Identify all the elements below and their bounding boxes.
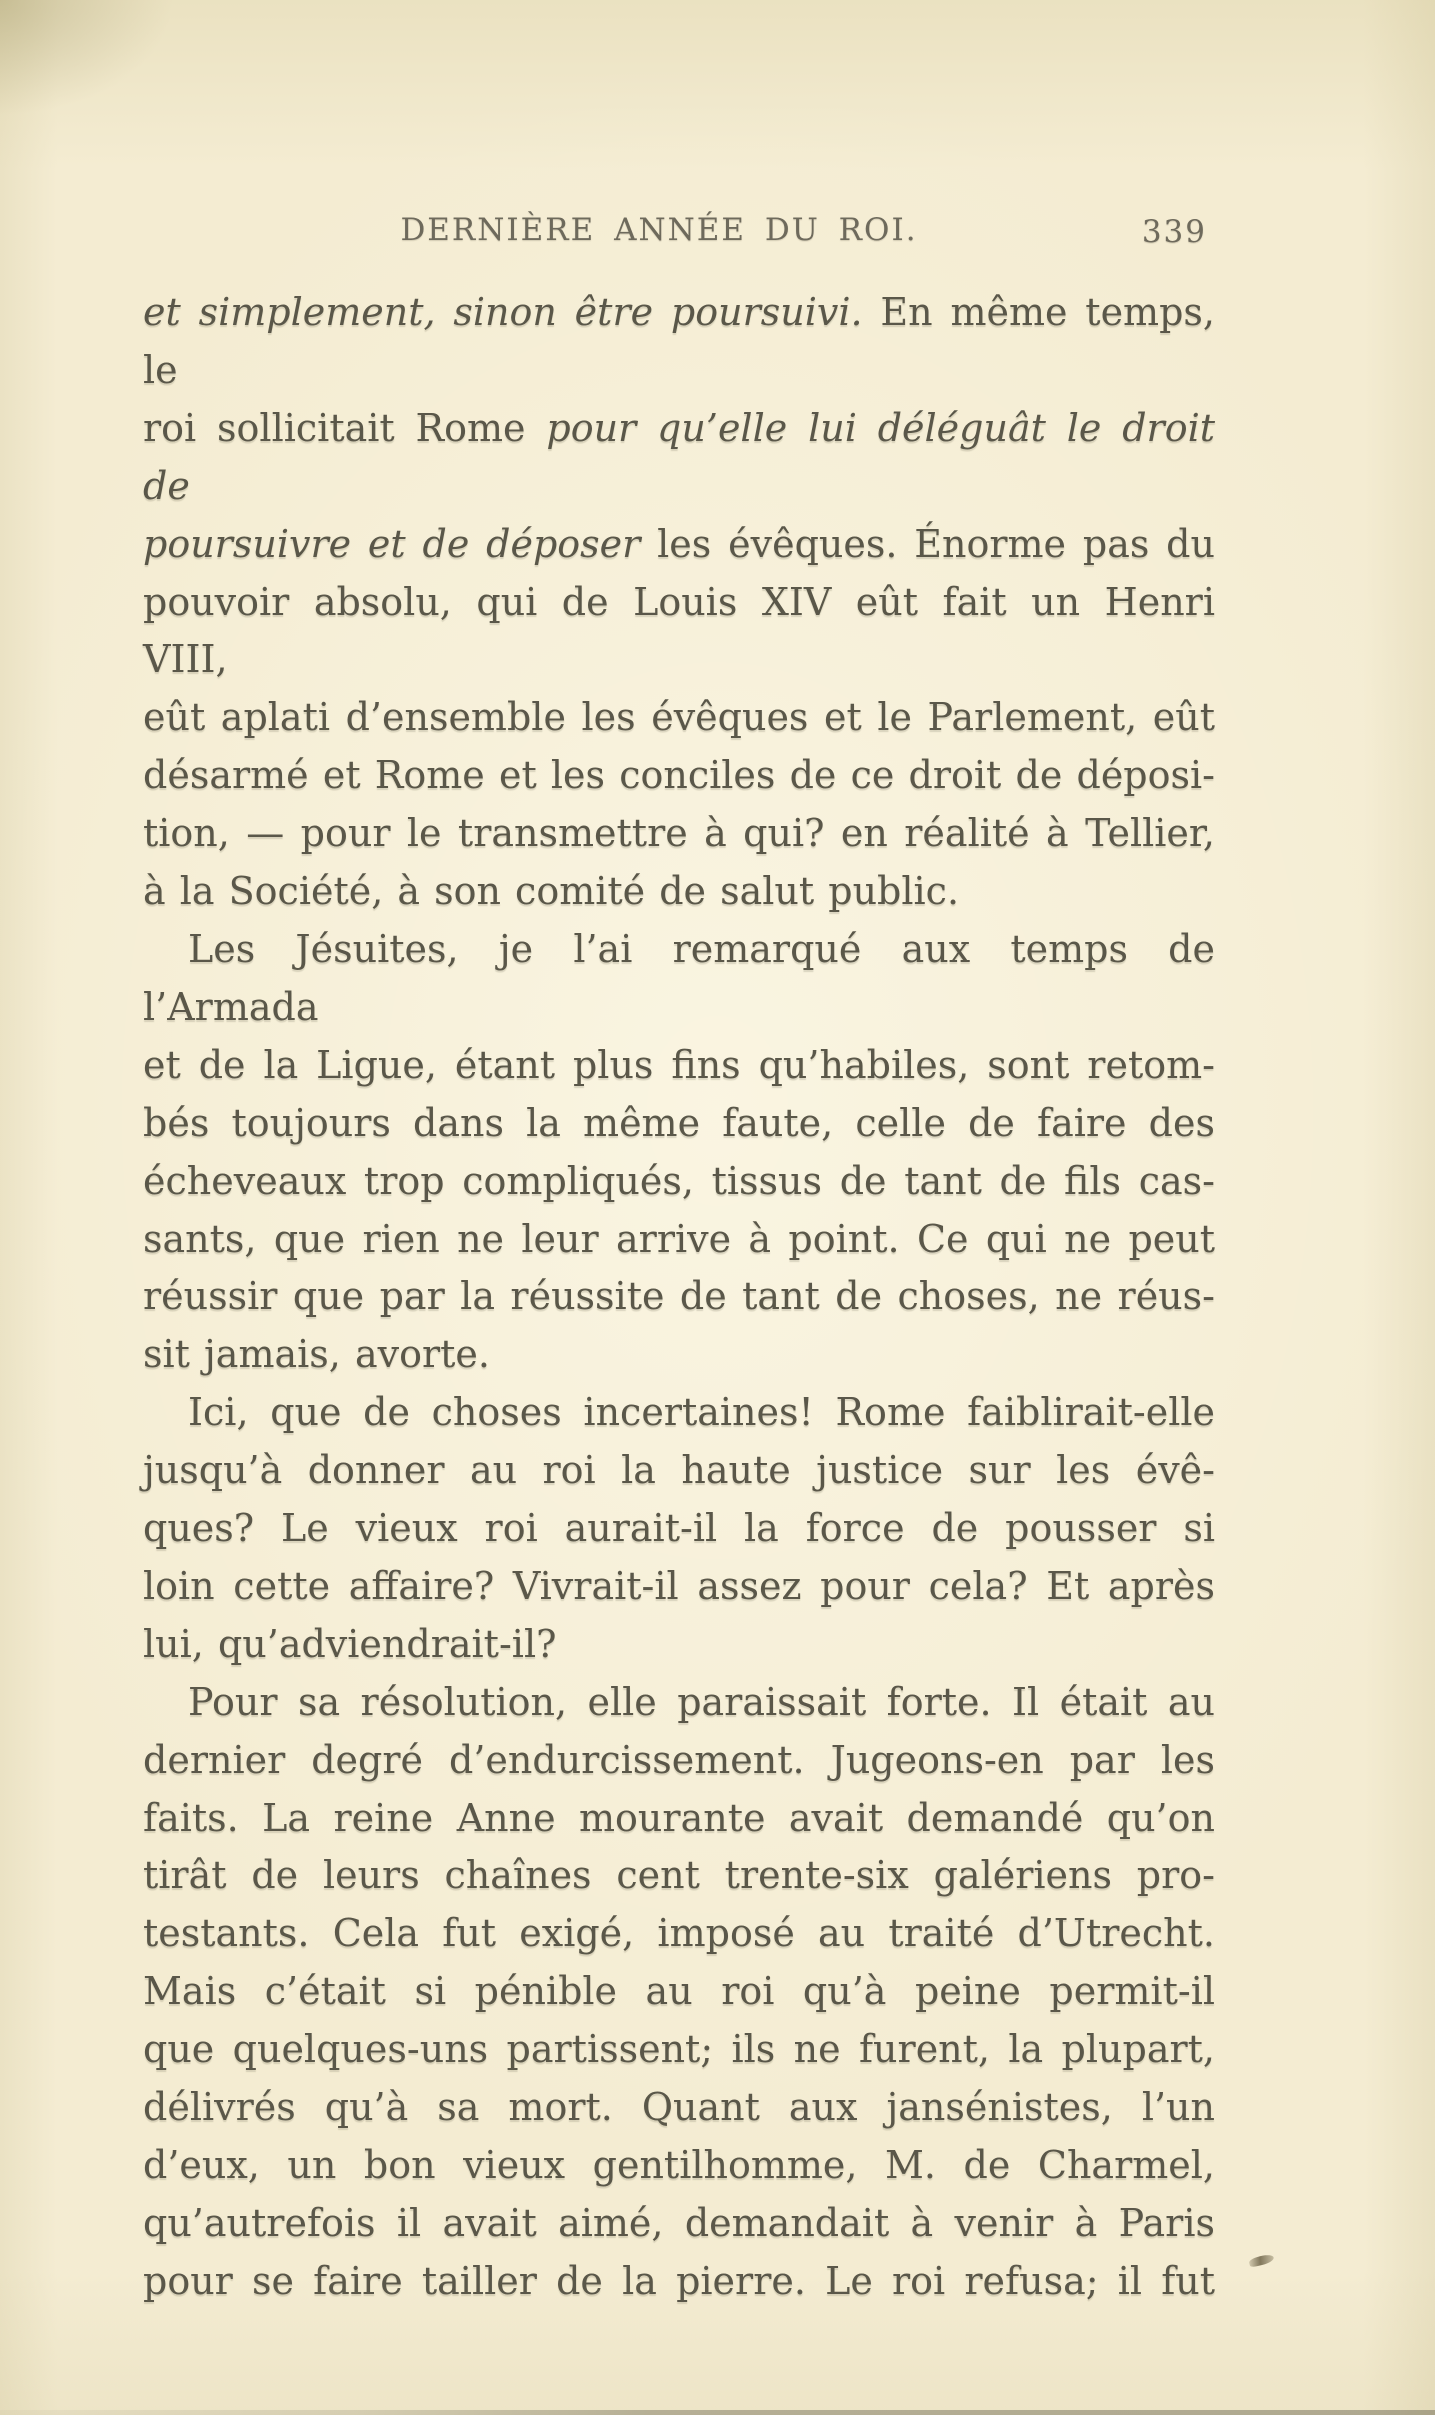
text-line: tion, — pour le transmettre à qui? en réalité à Tellier, bbox=[143, 811, 1215, 856]
text-line: qu’autrefois il avait aimé, demandait à venir à Paris bbox=[143, 2200, 1215, 2245]
text-line: Pour sa résolution, elle paraissait forte. Il était au bbox=[188, 1679, 1215, 1724]
text-line: d’eux, un bon vieux gentilhomme, M. de Charmel, bbox=[143, 2143, 1215, 2187]
text-block bbox=[143, 284, 1215, 2311]
ink-smudge-mark bbox=[1248, 2253, 1274, 2268]
text-line: et de la Ligue, étant plus fins qu’habiles, sont retom- bbox=[143, 1042, 1215, 1087]
text-line: réussir que par la réussite de tant de choses, ne réus- bbox=[143, 1274, 1215, 1319]
text-line: écheveaux trop compliqués, tissus de tant de fils cas- bbox=[143, 1158, 1215, 1203]
text-line: pour se faire tailler de la pierre. Le roi refusa; il fut bbox=[143, 2258, 1215, 2303]
text-line: poursuivre et de déposer les évêques. Énorme pas du bbox=[143, 521, 1215, 566]
text-line: roi sollicitait Rome pour qu’elle lui déléguât le droit de bbox=[143, 405, 1215, 508]
text-line: testants. Cela fut exigé, imposé au traité d’Utrecht. bbox=[143, 1911, 1215, 1956]
text-line: bés toujours dans la même faute, celle de faire des bbox=[143, 1100, 1215, 1145]
text-line: sit jamais, avorte. bbox=[143, 1332, 490, 1377]
text-line: loin cette affaire? Vivrait-il assez pour cela? Et après bbox=[143, 1563, 1215, 1608]
text-line: pouvoir absolu, qui de Louis XIV eût fait un Henri VIII, bbox=[143, 579, 1215, 682]
text-line: faits. La reine Anne mourante avait demandé qu’on bbox=[143, 1795, 1215, 1840]
page-number: 339 bbox=[1141, 214, 1207, 250]
running-title: DERNIÈRE ANNÉE DU ROI. bbox=[400, 212, 918, 248]
page-header bbox=[143, 212, 1215, 248]
text-line: eût aplati d’ensemble les évêques et le Parlement, eût bbox=[143, 695, 1215, 740]
text-line: et simplement, sinon être poursuivi. En même temps, le bbox=[143, 290, 1215, 392]
text-line: désarmé et Rome et les conciles de ce droit de déposi- bbox=[143, 753, 1215, 798]
text-line: Ici, que de choses incertaines! Rome faiblirait-elle bbox=[188, 1390, 1215, 1435]
scan-bottom-edge-shadow bbox=[0, 2410, 1435, 2415]
text-line: dernier degré d’endurcissement. Jugeons-en par les bbox=[143, 1737, 1215, 1782]
text-line: délivrés qu’à sa mort. Quant aux jansénistes, l’un bbox=[143, 2085, 1215, 2130]
text-line: tirât de leurs chaînes cent trente-six galériens pro- bbox=[143, 1853, 1215, 1898]
text-line: sants, que rien ne leur arrive à point. Ce qui ne peut bbox=[143, 1216, 1215, 1261]
text-line: jusqu’à donner au roi la haute justice sur les évê- bbox=[143, 1448, 1215, 1493]
text-line: que quelques-uns partissent; ils ne furent, la plupart, bbox=[143, 2027, 1215, 2072]
text-line: lui, qu’adviendrait-il? bbox=[143, 1621, 557, 1666]
text-line: à la Société, à son comité de salut public. bbox=[143, 869, 960, 914]
text-line: Les Jésuites, je l’ai remarqué aux temps de l’Armada bbox=[143, 926, 1215, 1029]
text-line: Mais c’était si pénible au roi qu’à peine permit-il bbox=[143, 1969, 1215, 2014]
text-line: ques? Le vieux roi aurait-il la force de pousser si bbox=[143, 1506, 1215, 1551]
